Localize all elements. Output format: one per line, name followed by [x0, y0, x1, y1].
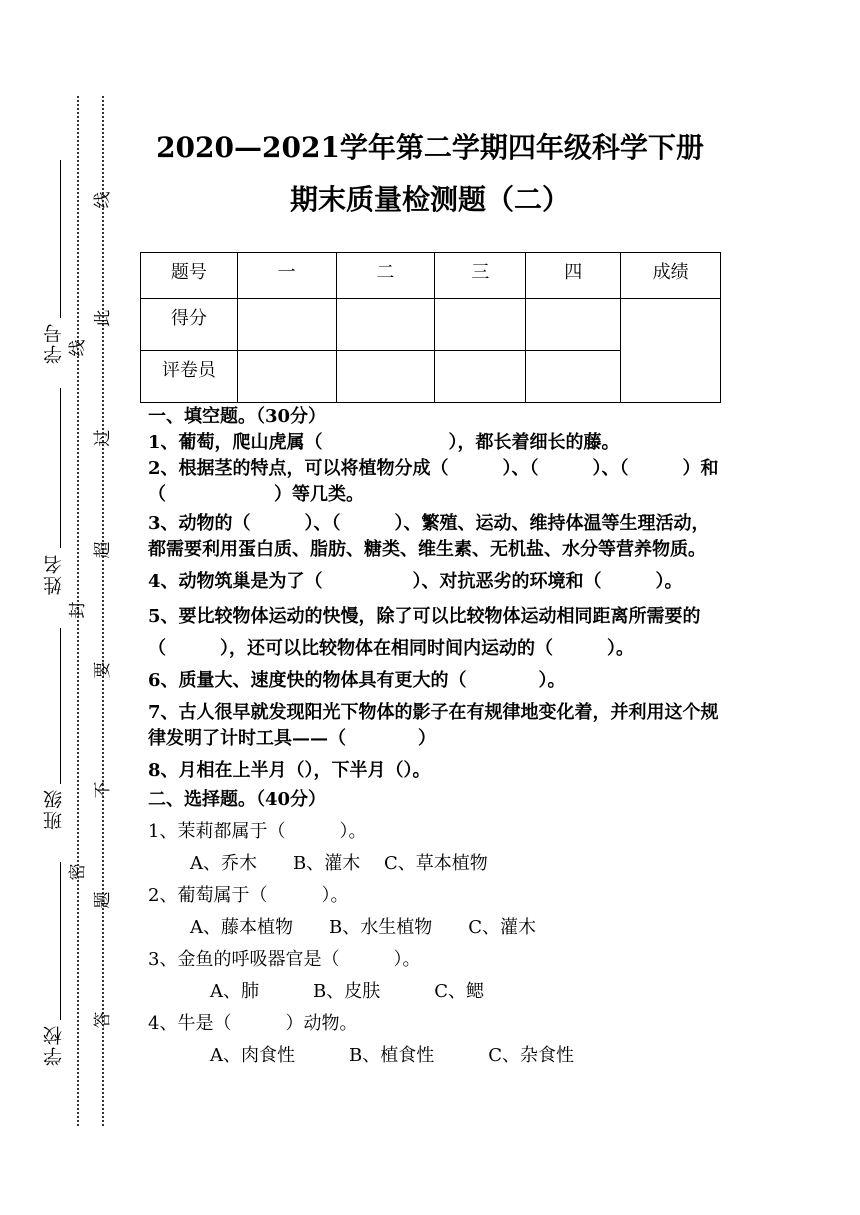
question: 1、茉莉都属于（ ）。 [148, 821, 367, 842]
grader-cell[interactable] [435, 351, 526, 403]
inner-dotted-line [102, 96, 104, 1126]
question: 6、质量大、速度快的物体具有更大的（ ）。 [148, 670, 566, 691]
table-header-cell: 成绩 [621, 253, 721, 299]
question: 8、月相在上半月（），下半月（）。 [148, 760, 431, 781]
answer-options: A、乔木 B、灌木 C、草本植物 [190, 853, 488, 874]
total-score-cell[interactable] [621, 299, 721, 403]
answer-options: A、藤本植物 B、水生植物 C、灌木 [190, 917, 536, 938]
table-row-label: 评卷员 [141, 351, 238, 403]
school-label: 学校 [43, 1024, 65, 1066]
student-id-blank [60, 160, 61, 318]
table-header-cell: 四 [526, 253, 621, 299]
question: 2、葡萄属于（ ）。 [148, 885, 349, 906]
seal-char: 题 [93, 891, 113, 909]
seal-char: 封 [68, 601, 88, 619]
class-label: 班级 [43, 788, 65, 830]
name-label: 姓名 [43, 553, 65, 595]
table-header-cell: 二 [336, 253, 435, 299]
score-cell[interactable] [237, 299, 336, 351]
answer-options: A、肺 B、皮肤 C、鳃 [210, 981, 484, 1002]
seal-char: 答 [93, 1011, 113, 1029]
exam-title-line2: 期末质量检测题（二） [289, 183, 570, 216]
score-row [141, 299, 721, 351]
seal-char: 密 [68, 863, 88, 881]
exam-title-line1: 2020—2021学年第二学期四年级科学下册 [156, 131, 704, 164]
table-header-cell: 三 [435, 253, 526, 299]
table-row-label: 得分 [141, 299, 238, 351]
question: 2、根据茎的特点，可以将植物分成（ ）、（ ）、（ ）和（ ）等几类。 [148, 458, 719, 505]
score-cell[interactable] [336, 299, 435, 351]
class-blank [60, 628, 61, 784]
question: 3、动物的（ ）、（ ）、繁殖、运动、维持体温等生理活动，都需要利用蛋白质、脂肪、糖类、维生素、无机盐、水分等营养物质。 [148, 513, 710, 560]
exam-content [148, 404, 720, 1069]
question: 5、要比较物体运动的快慢，除了可以比较物体运动相同距离所需要的（ ），还可以比较物体在相同时间内运动的（ ）。 [148, 606, 701, 659]
question: 4、动物筑巢是为了（ ）、对抗恶劣的环境和（ ）。 [148, 571, 683, 592]
school-blank [60, 862, 61, 1020]
grader-cell[interactable] [237, 351, 336, 403]
question: 1、葡萄，爬山虎属（ ），都长着细长的藤。 [148, 432, 620, 453]
grader-cell[interactable] [336, 351, 435, 403]
name-blank [60, 388, 61, 548]
score-cell[interactable] [435, 299, 526, 351]
answer-options: A、肉食性 B、植食性 C、杂食性 [210, 1045, 574, 1066]
score-cell[interactable] [526, 299, 621, 351]
table-header-cell: 一 [237, 253, 336, 299]
question: 3、金鱼的呼吸器官是（ ）。 [148, 949, 421, 970]
seal-char: 线 [68, 339, 88, 357]
question: 4、牛是（ ）动物。 [148, 1013, 358, 1034]
grader-cell[interactable] [526, 351, 621, 403]
student-id-label: 学号 [43, 322, 65, 364]
seal-char: 线 [93, 191, 113, 209]
seal-char: 过 [93, 429, 113, 447]
seal-char: 此 [93, 309, 113, 327]
score-table-header-row [141, 253, 721, 299]
section-heading: 二、选择题。（40分） [148, 789, 327, 810]
seal-char: 要 [93, 661, 113, 679]
table-header-cell: 题号 [141, 253, 238, 299]
question: 7、古人很早就发现阳光下物体的影子在有规律地变化着，并利用这个规律发明了计时工具——（ ） [148, 702, 719, 749]
seal-char: 超 [93, 541, 113, 559]
section-heading: 一、填空题。（30分） [148, 406, 327, 427]
score-table [140, 252, 721, 403]
seal-char: 不 [93, 781, 113, 799]
